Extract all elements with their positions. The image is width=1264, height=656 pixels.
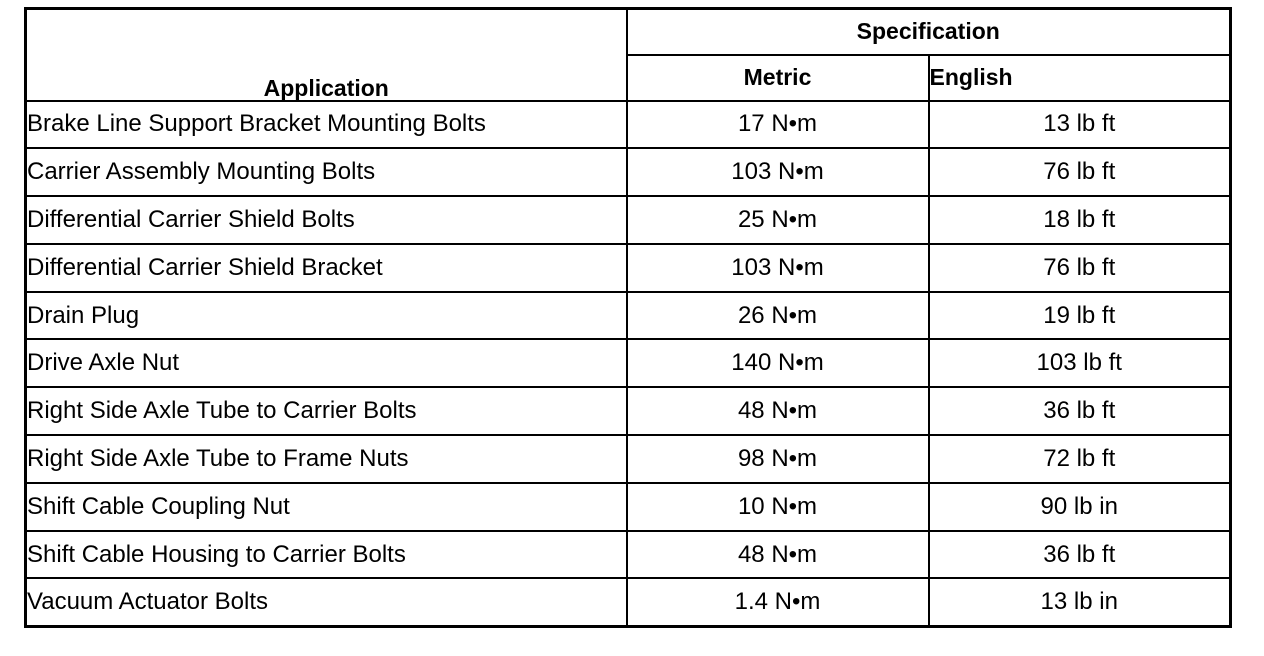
cell-english: 103 lb ft [929,339,1231,387]
cell-english: 18 lb ft [929,196,1231,244]
cell-english: 76 lb ft [929,148,1231,196]
table-header [26,9,1231,101]
table-row [26,578,1231,626]
cell-metric: 140 N•m [627,339,929,387]
cell-english: 76 lb ft [929,244,1231,292]
cell-metric: 98 N•m [627,435,929,483]
table-row [26,435,1231,483]
header-row-top [26,9,1231,55]
cell-application: Differential Carrier Shield Bolts [26,196,627,244]
cell-application: Carrier Assembly Mounting Bolts [26,148,627,196]
cell-metric: 1.4 N•m [627,578,929,626]
cell-application: Drive Axle Nut [26,339,627,387]
cell-english: 36 lb ft [929,387,1231,435]
cell-application: Brake Line Support Bracket Mounting Bolts [26,101,627,149]
cell-application: Differential Carrier Shield Bracket [26,244,627,292]
cell-english: 36 lb ft [929,531,1231,579]
header-metric: Metric [627,55,929,101]
cell-metric: 25 N•m [627,196,929,244]
cell-english: 13 lb ft [929,101,1231,149]
cell-metric: 103 N•m [627,148,929,196]
cell-application: Shift Cable Coupling Nut [26,483,627,531]
cell-application: Right Side Axle Tube to Carrier Bolts [26,387,627,435]
table-body [26,101,1231,627]
table-row [26,196,1231,244]
table-row [26,101,1231,149]
torque-spec-table [24,7,1232,628]
cell-metric: 48 N•m [627,387,929,435]
table-row [26,531,1231,579]
table-row [26,339,1231,387]
table-row [26,244,1231,292]
cell-english: 19 lb ft [929,292,1231,340]
cell-metric: 103 N•m [627,244,929,292]
table-row [26,483,1231,531]
cell-metric: 17 N•m [627,101,929,149]
header-english: English [929,55,1231,101]
cell-application: Vacuum Actuator Bolts [26,578,627,626]
table-row [26,387,1231,435]
cell-metric: 48 N•m [627,531,929,579]
table-row [26,148,1231,196]
table-row [26,292,1231,340]
header-specification: Specification [627,9,1231,55]
cell-application: Right Side Axle Tube to Frame Nuts [26,435,627,483]
cell-english: 13 lb in [929,578,1231,626]
cell-application: Drain Plug [26,292,627,340]
cell-metric: 26 N•m [627,292,929,340]
cell-application: Shift Cable Housing to Carrier Bolts [26,531,627,579]
cell-english: 72 lb ft [929,435,1231,483]
cell-metric: 10 N•m [627,483,929,531]
header-application: Application [26,9,627,101]
cell-english: 90 lb in [929,483,1231,531]
